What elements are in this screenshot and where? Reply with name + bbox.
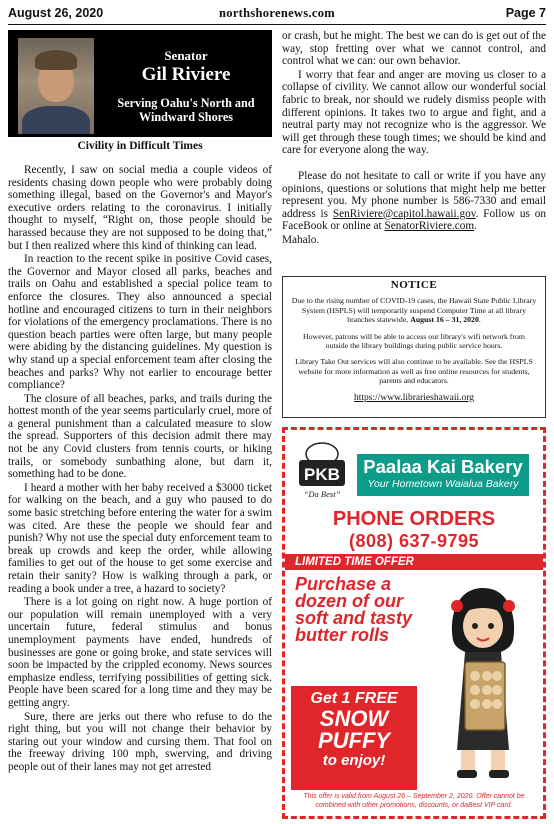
library-notice (282, 276, 546, 418)
svg-text:PKB: PKB (304, 465, 340, 484)
header-rule (8, 24, 546, 25)
bakery-ad (282, 427, 546, 819)
article-paragraph: In reaction to the recent spike in positive Covid cases, the Governor and Mayor closed all parks, beaches and trails on Oahu and established a special police team to enforce the closures. They also announced a special hotline and encouraged citizens to turn in their neighbors for violations of the emergency proclamations. There is no question beach parties were often large, but many people were abiding by the distancing guidelines. My question is why stand up a special enforcement team after closing the beaches and parks? Why not earlier to encourage better compliance? (8, 253, 272, 392)
article-paragraph: or crash, but he might. The best we can do is get out of the way, stop fretting over what we cannot control, and control what we can: our own behavior. (282, 30, 546, 68)
article-paragraph: Sure, there are jerks out there who refuse to do the right thing, but you will not change their behavior by staring out your window and cursing them. That fool on the freeway driving 100 mph, swerving, and driving people out of their lanes may not get arrested (8, 710, 272, 773)
notice-paragraph: However, patrons will be able to access our library's wifi network from outside the library buildings during public service hours. (303, 331, 525, 351)
page-number: Page 7 (505, 6, 546, 20)
article-paragraph: There is a lot going on right now. A huge portion of our population will remain unemployed with a very uncertain future, federal stimulus and bonus unemployment payments have ended, hundreds of businesses are gone or going broke, and state services will soon be impacted by the crippled economy. News sources emphasize endless, terrifying possibilities of getting sick. People have been scared for a long time and they may be getting angry. (8, 596, 272, 709)
free-snow-puffy-box (291, 686, 417, 790)
article-paragraph: I heard a mother with her baby received a $3000 ticket for walking on the beach, and a guy who paused to do some basic stretching before entering the water for a swim was cited. Are these the people we should fear and punish? Why not use the special duty enforcement team to break up crowds and keep the order, while allowing families to get out of the house to get some exercise and retain their sanity? How is walking through a park, or reading a book under a tree, a hazard to society? (8, 481, 272, 595)
bakery-name-banner (357, 454, 529, 496)
bakery-tagline: Your Hometown Waialua Bakery (367, 478, 519, 490)
offer-fine-print: This offer is valid from August 26 – September 2, 2020. Offer cannot be combined with other promotions, discounts, or daBest VIP card. (303, 793, 525, 809)
columnist-banner (8, 30, 272, 137)
issue-date: August 26, 2020 (8, 6, 104, 20)
page-header (8, 6, 546, 24)
article-paragraph: Recently, I saw on social media a couple videos of residents chasing down people who were probably doing something illegal, based on the Governor's and Mayor's executive orders relating to the coronavirus. I initially thought to myself, “Right on, those people should be harassed because they are not supposed to be doing that,” but I then realized where this kind of thinking can lead. (8, 164, 272, 252)
email-link[interactable]: SenRiviere@capitol.hawaii.gov (332, 207, 476, 220)
product-line-1: SNOW (319, 706, 389, 731)
column-title: Civility in Difficult Times (77, 140, 203, 152)
phone-number: (808) 637-9795 (348, 531, 480, 551)
article-column-right (282, 30, 546, 248)
site-name: northshorenews.com (219, 6, 335, 20)
svg-text:“Da Best”: “Da Best” (303, 489, 341, 499)
closing-text: Mahalo. (282, 233, 320, 246)
bakery-name: Paalaa Kai Bakery (363, 456, 523, 477)
cartoon-girl-illustration (435, 580, 531, 780)
banner-subtitle: Serving Oahu's North and Windward Shores (117, 96, 255, 124)
columnist-photo (18, 38, 94, 134)
banner-title: Senator (164, 48, 208, 63)
phone-orders-label: PHONE ORDERS (332, 508, 496, 530)
library-link[interactable]: https://www.librarieshawaii.org (353, 392, 475, 403)
contact-paragraph: Please do not hesitate to call or write if you have any opinions, questions or solutions that might help me better represent you. My phone number is 586-7330 and email address is SenRiviere@capitol.hawaii.gov. Follow us on FaceBook or online at SenatorRiviere.com. (282, 169, 546, 233)
product-line-2: PUFFY (317, 728, 391, 753)
offer-text: Purchase a dozen of our soft and tasty butter rolls (295, 574, 413, 645)
website-link[interactable]: SenatorRiviere.com (384, 220, 475, 233)
enjoy-line: to enjoy! (322, 752, 386, 769)
notice-paragraph: Library Take Out services will also continue to be available. See the HSPLS website for more information as well as free online resources for students, parents and educators. (295, 357, 533, 386)
article-column-left (8, 164, 272, 822)
notice-title: NOTICE (390, 279, 438, 291)
bakery-logo-icon (291, 440, 353, 502)
limited-offer-bar: LIMITED TIME OFFER (285, 554, 543, 570)
notice-paragraph: Due to the rising number of COVID-19 cases, the Hawaii State Public Library System (HSPLS) will temporarily suspend Computer Time at all library branches statewide, August 16 – 31, 2020. (291, 296, 537, 325)
article-paragraph: I worry that fear and anger are moving us closer to a collapse of civility. We cannot allow our wonderful social fabric to break, nor should we rudely dismiss people with different opinions. It takes two to argue and fight, and a neutral party may not recognize who is the aggressor. We will get through these tough times; we should be kind and care for everyone along the way. (282, 68, 546, 157)
article-paragraph: The closure of all beaches, parks, and trails during the hottest month of the year seems particularly cruel, more of a general punishment than a calculated measure to slow the spread. Supporters of this decision admit there may not be any Covid clusters from tennis courts, or hiking trails, or somebody sunbathing alone, but darn it, something had to be done. (8, 392, 272, 481)
banner-name: Gil Riviere (141, 64, 231, 85)
free-line: Get 1 FREE (310, 690, 398, 707)
